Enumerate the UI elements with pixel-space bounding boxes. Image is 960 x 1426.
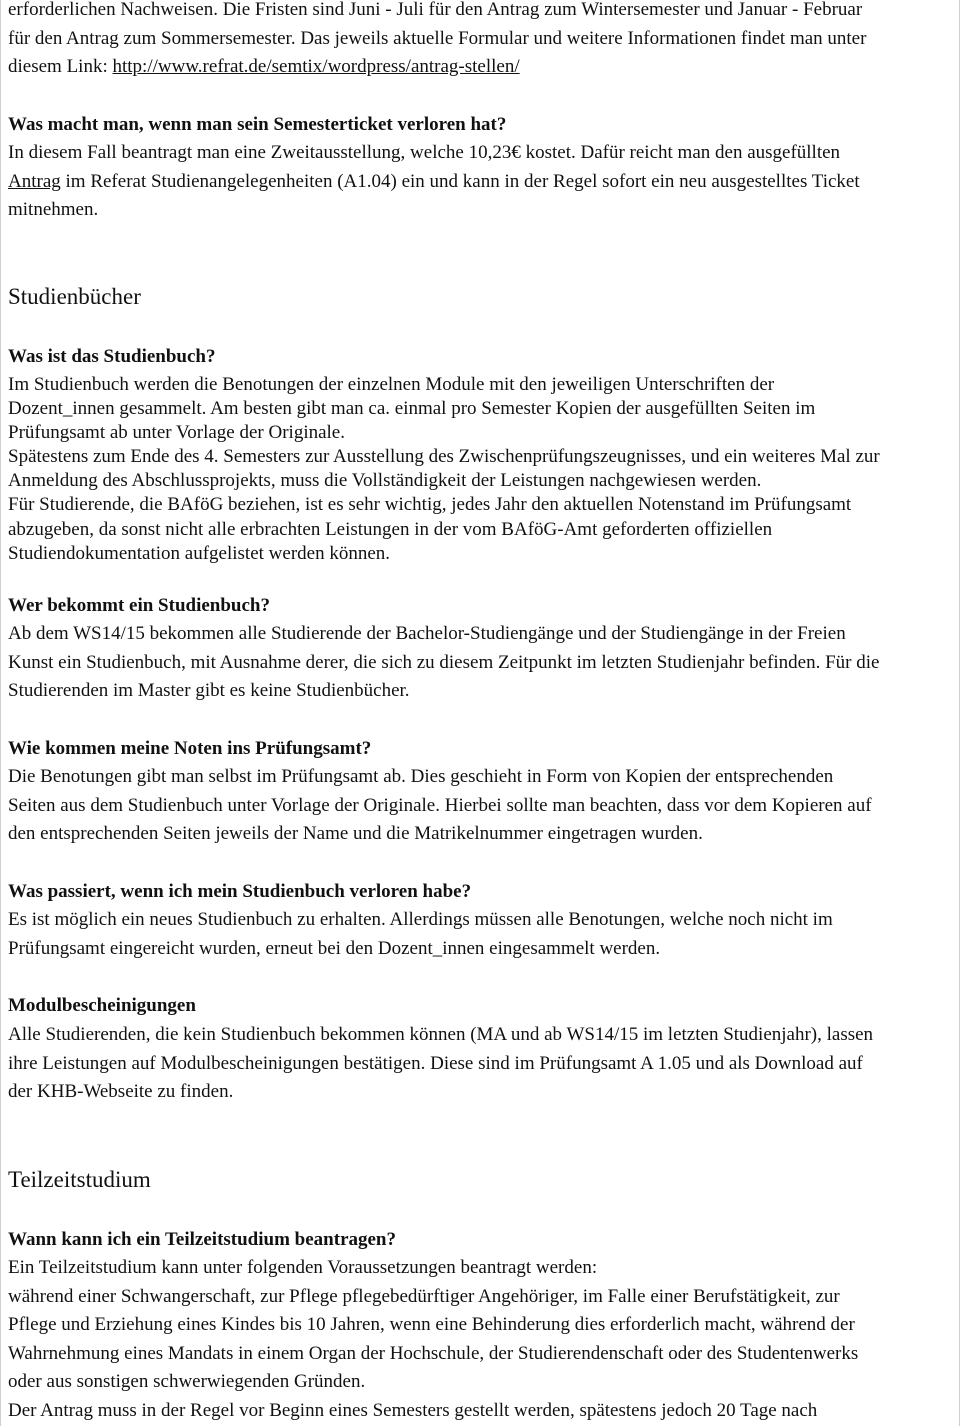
studienbuch-answer [8, 763, 958, 849]
ticket-answer [8, 139, 958, 225]
teilzeit-question: Wann kann ich ein Teilzeitstudium beantragen? [8, 1229, 396, 1250]
answer-line: ihre Leistungen auf Modulbescheinigungen bestätigen. Diese sind im Prüfungsamt A 1.05 und als Download auf [8, 1052, 863, 1074]
answer-line: Die Benotungen gibt man selbst im Prüfungsamt ab. Dies geschieht in Form von Kopien der entsprechenden [8, 766, 834, 787]
answer-line: der KHB-Webseite zu finden. [8, 1081, 234, 1103]
answer-line: Wahrnehmung eines Mandats in einem Organ der Hochschule, der Studierendenschaft oder des Studentenwerks [8, 1342, 859, 1364]
studienbuch-question: Modulbescheinigungen [8, 995, 196, 1016]
refrat-link[interactable]: http://www.refrat.de/semtix/wordpress/antrag-stellen/ [112, 56, 520, 78]
studienbuch-question: Wie kommen meine Noten ins Prüfungsamt? [8, 738, 372, 759]
answer-line: oder aus sonstigen schwerwiegenden Gründen. [8, 1371, 366, 1393]
answer-line: Seiten aus dem Studienbuch unter Vorlage der Originale. Hierbei sollte man beachten, dass vor dem Kopieren auf [8, 794, 872, 816]
intro-line [8, 53, 958, 82]
teilzeit-answer [8, 1254, 958, 1426]
ticket-line: mitnehmen. [8, 199, 99, 221]
answer-line: abzugeben, da sonst nicht alle erbrachten Leistungen in der vom BAföG-Amt geforderten offiziellen [8, 518, 773, 540]
answer-line: Alle Studierenden, die kein Studienbuch bekommen können (MA und ab WS14/15 im letzten Studienjahr), lassen [8, 1024, 874, 1045]
answer-line: während einer Schwangerschaft, zur Pflege pflegebedürftiger Angehöriger, im Falle einer Berufstätigkeit, zur [8, 1285, 840, 1307]
section-heading-studienbuecher: Studienbücher [8, 284, 141, 309]
ticket-line-rest: im Referat Studienangelegenheiten (A1.04) ein und kann in der Regel sofort ein neu ausgestelltes Ticket [60, 170, 860, 192]
studienbuch-answer [8, 1021, 958, 1107]
answer-line: Prüfungsamt eingereicht wurden, erneut bei den Dozent_innen eingesammelt werden. [8, 937, 661, 959]
ticket-line: In diesem Fall beantragt man eine Zweitausstellung, welche 10,23€ kostet. Dafür reicht man den ausgefüllten [8, 142, 841, 163]
answer-line: den entsprechenden Seiten jeweils der Name und die Matrikelnummer eingetragen wurden. [8, 823, 703, 845]
answer-line: Der Antrag muss in der Regel vor Beginn eines Semesters gestellt werden, spätestens jedoch 20 Tage nach [8, 1399, 818, 1421]
section-heading-teilzeitstudium: Teilzeitstudium [8, 1167, 151, 1192]
studienbuch-answer [8, 620, 958, 706]
ticket-line [8, 168, 958, 197]
answer-line: Studierenden im Master gibt es keine Studienbücher. [8, 680, 410, 702]
answer-line: Es ist möglich ein neues Studienbuch zu erhalten. Allerdings müssen alle Benotungen, welche noch nicht im [8, 909, 833, 930]
answer-line: Ein Teilzeitstudium kann unter folgenden Voraussetzungen beantragt werden: [8, 1257, 598, 1278]
studienbuch-answer [8, 906, 958, 963]
intro-line: erforderlichen Nachweisen. Die Fristen sind Juni - Juli für den Antrag zum Wintersemester und Januar - Februar [8, 0, 863, 20]
studienbuch-question: Was passiert, wenn ich mein Studienbuch verloren habe? [8, 881, 472, 902]
ticket-question: Was macht man, wenn man sein Semesterticket verloren hat? [8, 114, 507, 135]
answer-line: Dozent_innen gesammelt. Am besten gibt man ca. einmal pro Semester Kopien der ausgefüllten Seiten im [8, 398, 816, 420]
answer-line: Anmeldung des Abschlussprojekts, muss die Vollständigkeit der Leistungen nachgewiesen werden. [8, 470, 762, 492]
studienbuch-question: Wer bekommt ein Studienbuch? [8, 595, 270, 616]
intro-link-prefix: diesem Link: [8, 56, 113, 78]
intro-line: für den Antrag zum Sommersemester. Das jeweils aktuelle Formular und weitere Informationen findet man unter [8, 27, 867, 49]
answer-line: Studiendokumentation aufgelistet werden können. [8, 542, 391, 564]
answer-line: Pflege und Erziehung eines Kindes bis 10 Jahren, wenn eine Behinderung dies erforderlich macht, während der [8, 1314, 855, 1336]
intro-paragraph [8, 0, 958, 82]
answer-line: Ab dem WS14/15 bekommen alle Studierende der Bachelor-Studiengänge und der Studiengänge in der Freien [8, 623, 846, 644]
studienbuch-answer [8, 373, 958, 566]
answer-line: Für Studierende, die BAföG beziehen, ist es sehr wichtig, jedes Jahr den aktuellen Notenstand im Prüfungsamt [8, 494, 852, 516]
studienbuch-question: Was ist das Studienbuch? [8, 346, 216, 367]
answer-line: Im Studienbuch werden die Benotungen der einzelnen Module mit den jeweiligen Unterschriften der [8, 374, 775, 395]
answer-line: Spätestens zum Ende des 4. Semesters zur Ausstellung des Zwischenprüfungszeugnisses, und ein weiteres Mal zur [8, 446, 880, 468]
answer-line: Prüfungsamt ab unter Vorlage der Originale. [8, 422, 345, 444]
answer-line: Kunst ein Studienbuch, mit Ausnahme derer, die sich zu diesem Zeitpunkt im letzten Studienjahr befinden. Für die [8, 651, 880, 673]
antrag-link[interactable]: Antrag [8, 170, 61, 192]
